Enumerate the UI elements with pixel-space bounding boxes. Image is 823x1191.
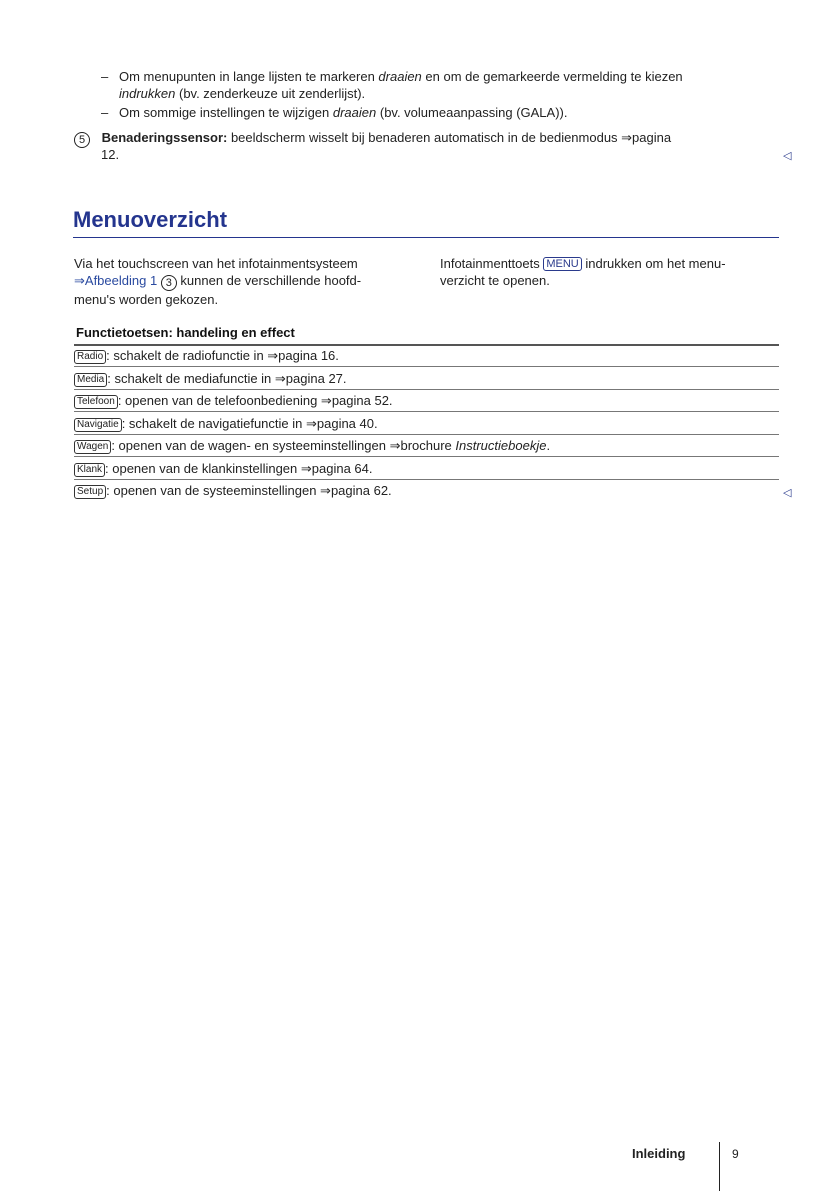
table-row [74,346,779,367]
intro-left-text: kunnen de verschillende hoofd- [176,273,362,288]
figure-link[interactable]: ⇒Afbeelding 1 [74,273,158,288]
function-key: Navigatie [74,418,122,432]
bullet-dash: – [101,69,109,84]
chapter-label: Inleiding [632,1146,686,1161]
bullet-emphasis: draaien [378,69,422,84]
function-key: Radio [74,350,106,364]
bullet-text-continued [119,85,784,102]
row-text: . [546,438,551,453]
table-row [74,481,779,501]
function-key: Setup [74,485,106,499]
intro-left-line: Via het touchscreen van het infotainmentsysteem [74,256,358,271]
menu-key: MENU [543,257,581,271]
section-end-marker-icon: ◁ [783,150,792,162]
bullet-item [101,104,108,121]
function-key: Telefoon [74,395,118,409]
bullet-dash: – [101,105,109,120]
sensor-item [74,129,764,148]
page-number: 9 [732,1147,739,1161]
table-title: Functietoetsen: handeling en effect [76,325,295,340]
sensor-text: beeldscherm wisselt bij benaderen automatisch in de bedienmodus ⇒pagina [227,130,672,145]
row-text: : schakelt de radiofunctie in ⇒pagina 16. [106,348,339,363]
row-emphasis: Instructieboekje [455,438,547,453]
bullet-item [101,68,108,85]
row-text: : schakelt de navigatiefunctie in ⇒pagina 40. [121,416,378,431]
bullet-text-part: (bv. zenderkeuze uit zenderlijst). [175,86,366,101]
row-text: : openen van de systeeminstellingen ⇒pagina 62. [106,483,392,498]
table-row [74,369,779,390]
intro-right-line: verzicht te openen. [440,273,550,288]
bullet-text [119,68,784,85]
table-row [74,459,779,480]
intro-right-text: indrukken om het menu- [581,256,726,271]
section-title: Menuoverzicht [73,207,228,232]
footer-divider [719,1142,720,1191]
bullet-emphasis: indrukken [119,86,176,101]
function-key: Media [74,373,107,387]
callout-number: 5 [74,132,90,148]
intro-right-line [440,255,780,272]
bullet-text-part: (bv. volumeaanpassing (GALA)). [376,105,568,120]
intro-right-text: Infotainmenttoets [440,256,544,271]
row-text: : openen van de klankinstellingen ⇒pagina 64. [105,461,373,476]
row-text: : openen van de wagen- en systeeminstellingen ⇒brochure [111,438,456,453]
bullet-text-part: Om sommige instellingen te wijzigen [119,105,333,120]
intro-left [74,255,424,308]
sensor-text-continued: 12. [101,147,120,162]
table-row [74,436,779,457]
bullet-text [119,104,784,121]
callout-number: 3 [161,275,177,291]
bullet-text-part: en om de gemarkeerde vermelding te kiezen [421,69,683,84]
bullet-text-part: Om menupunten in lange lijsten te markeren [119,69,379,84]
row-text: : openen van de telefoonbediening ⇒pagina 52. [117,393,393,408]
table-row [74,391,779,412]
intro-left-line: menu's worden gekozen. [74,292,219,307]
function-key: Wagen [74,440,111,454]
sensor-label: Benaderingssensor: [101,130,228,145]
function-key: Klank [74,463,105,477]
intro-left-line [74,272,424,291]
intro-right [440,255,780,289]
section-rule [73,237,779,238]
table-row [74,414,779,435]
bullet-emphasis: draaien [332,105,377,120]
row-text: : schakelt de mediafunctie in ⇒pagina 27. [107,371,347,386]
section-end-marker-icon: ◁ [783,487,792,499]
